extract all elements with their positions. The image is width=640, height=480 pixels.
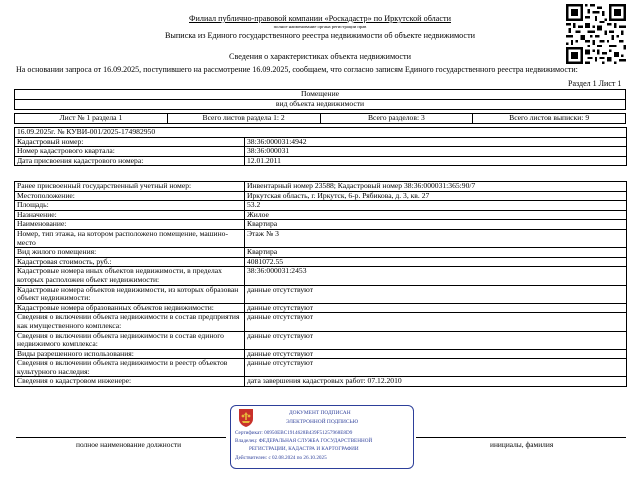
row-label: Сведения о включении объекта недвижимости в состав единого недвижимого комплекса: [15, 331, 245, 349]
row-label: Наименование: [15, 220, 245, 230]
row-label: Кадастровый номер: [15, 137, 245, 147]
table-row [15, 313, 627, 331]
row-value: данные отсутствуют [245, 303, 627, 313]
table-row [15, 201, 627, 211]
object-characteristics-table [14, 181, 627, 387]
name-caption: инициалы, фамилия [490, 440, 554, 449]
row-value: 12.01.2011 [245, 156, 627, 166]
table-row [15, 229, 627, 247]
row-value: Этаж № 3 [245, 229, 627, 247]
row-label: Виды разрешенного использования: [15, 349, 245, 359]
row-value: Квартира [245, 220, 627, 230]
section-page-label: Раздел 1 Лист 1 [568, 79, 622, 88]
row-value: 38:36:000031:2453 [245, 267, 627, 285]
row-value: данные отсутствуют [245, 313, 627, 331]
row-label: Назначение: [15, 210, 245, 220]
row-value: данные отсутствуют [245, 331, 627, 349]
table-row [15, 303, 627, 313]
position-caption: полное наименование должности [76, 440, 182, 449]
table-row [15, 349, 627, 359]
sheets-in-section: Всего листов раздела 1: 2 [167, 114, 320, 124]
table-row [15, 147, 627, 157]
section-title: Сведения о характеристиках объекта недвижимости [228, 52, 412, 61]
object-type-caption: вид объекта недвижимости [15, 100, 626, 110]
row-label: Сведения о включении объекта недвижимости в реестр объектов культурного наследия: [15, 359, 245, 377]
row-value: 38:36:000031:4942 [245, 137, 627, 147]
table-row [15, 359, 627, 377]
object-type-table [14, 89, 626, 110]
org-title: Филиал публично-правовой компании «Роскадастр» по Иркутской области [189, 14, 451, 23]
qr-code [566, 4, 626, 64]
row-label: Кадастровая стоимость, руб.: [15, 257, 245, 267]
row-label: Дата присвоения кадастрового номера: [15, 156, 245, 166]
row-value: данные отсутствуют [245, 349, 627, 359]
document-number: 16.09.2025г. № КУВИ-001/2025-174982950 [15, 128, 627, 138]
emblem-icon [237, 408, 255, 428]
row-value: дата завершения кадастровых работ: 07.12.2010 [245, 377, 627, 387]
row-label: Местоположение: [15, 191, 245, 201]
name-line [416, 437, 626, 438]
row-label: Ранее присвоенный государственный учетный номер: [15, 182, 245, 192]
intro-text: На основании запроса от 16.09.2025, поступившего на рассмотрение 16.09.2025, сообщаем, что согласно записям Единого государственного реестра недвижимости: [16, 65, 578, 74]
stamp-certificate: Сертификат: 00950EBC1914628B439F51257968E8D9 [235, 430, 353, 436]
table-row [15, 156, 627, 166]
table-row [15, 248, 627, 258]
doc-title: Выписка из Единого государственного реестра недвижимости об объекте недвижимости [164, 31, 476, 40]
row-label: Номер кадастрового квартала: [15, 147, 245, 157]
row-label: Кадастровые номера иных объектов недвижимости, в пределах которых расположен объект недвижимости: [15, 267, 245, 285]
table-row [15, 331, 627, 349]
row-label: Кадастровые номера объектов недвижимости, из которых образован объект недвижимости: [15, 285, 245, 303]
row-label: Сведения о включении объекта недвижимости в состав предприятия как имущественного комплекса: [15, 313, 245, 331]
stamp-line1: ДОКУМЕНТ ПОДПИСАН [289, 410, 351, 416]
row-value: Иркутская область, г. Иркутск, 6-р. Рябикова, д. 3, кв. 27 [245, 191, 627, 201]
table-row [15, 210, 627, 220]
stamp-owner-line2: РЕГИСТРАЦИИ, КАДАСТРА И КАРТОГРАФИИ [249, 446, 359, 452]
stamp-owner: Владелец: ФЕДЕРАЛЬНАЯ СЛУЖБА ГОСУДАРСТВЕННОЙ [235, 438, 373, 444]
table-row [15, 220, 627, 230]
table-row [15, 191, 627, 201]
table-row [15, 257, 627, 267]
cadastral-info-table [14, 127, 627, 166]
table-row [15, 137, 627, 147]
sections-total: Всего разделов: 3 [320, 114, 473, 124]
stamp-line2: ЭЛЕКТРОННОЙ ПОДПИСЬЮ [286, 419, 359, 425]
electronic-signature-stamp [230, 405, 414, 469]
row-value: 4081072.55 [245, 257, 627, 267]
object-type: Помещение [15, 90, 626, 100]
row-label: Сведения о кадастровом инженере: [15, 377, 245, 387]
table-row [15, 285, 627, 303]
row-label: Площадь: [15, 201, 245, 211]
row-value: 38:36:000031 [245, 147, 627, 157]
sheets-total: Всего листов выписки: 9 [473, 114, 626, 124]
table-row [15, 267, 627, 285]
row-value: 53.2 [245, 201, 627, 211]
row-value: данные отсутствуют [245, 359, 627, 377]
row-value: Инвентарный номер 23588; Кадастровый номер 38:36:000031:365:90/7 [245, 182, 627, 192]
table-row [15, 377, 627, 387]
row-value: Жилое [245, 210, 627, 220]
position-line [16, 437, 226, 438]
sheet-number: Лист № 1 раздела 1 [15, 114, 168, 124]
row-label: Кадастровые номера образованных объектов недвижимости: [15, 303, 245, 313]
sheet-info-table [14, 113, 626, 124]
row-value: Квартира [245, 248, 627, 258]
row-value: данные отсутствуют [245, 285, 627, 303]
stamp-validity: Действителен: с 02.08.2024 по 26.10.2025 [235, 455, 327, 461]
org-subtitle: полное наименование органа регистрации прав [273, 24, 367, 29]
table-row [15, 182, 627, 192]
row-label: Номер, тип этажа, на котором расположено помещение, машино-место [15, 229, 245, 247]
row-label: Вид жилого помещения: [15, 248, 245, 258]
